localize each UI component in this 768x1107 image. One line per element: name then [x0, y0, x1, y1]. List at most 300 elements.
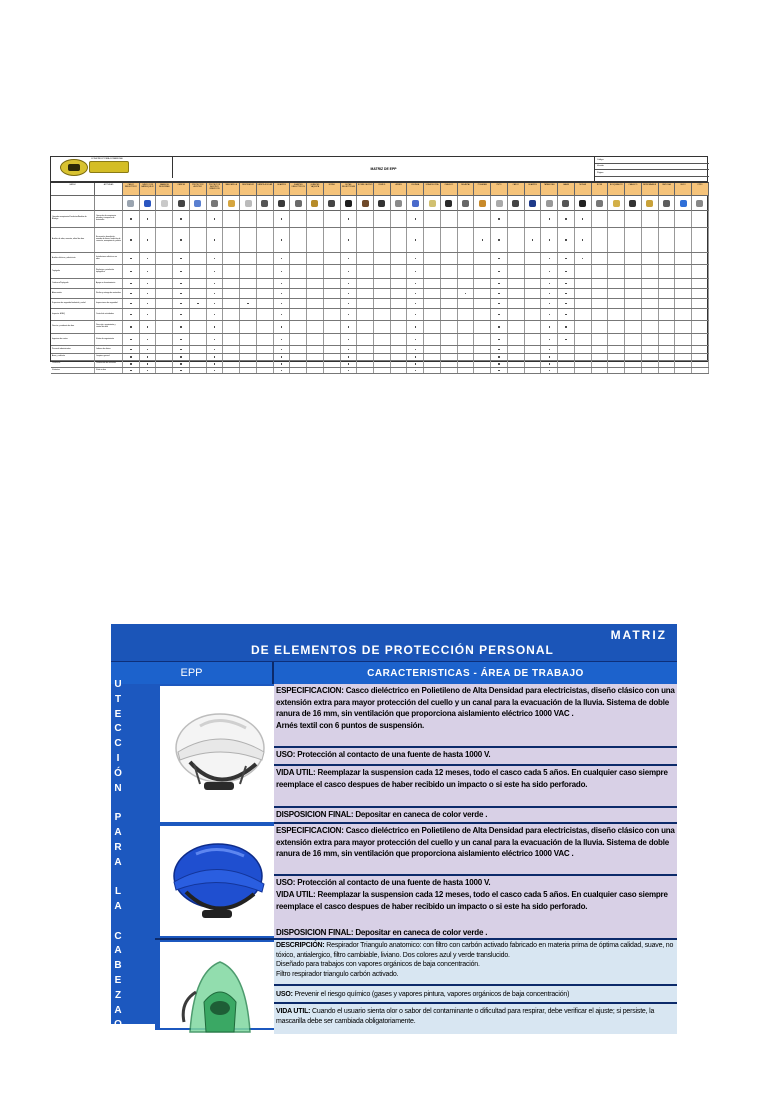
matrix-mark-cell — [324, 299, 341, 308]
matrix-mark-cell — [190, 321, 207, 333]
epp-item-icon-cell — [541, 196, 558, 211]
epp-characteristics-table — [111, 624, 677, 1105]
required-mark — [549, 218, 550, 219]
matrix-row — [51, 228, 709, 253]
matrix-header-cell: PROTECTOR AUDITIVO INSERCION — [207, 183, 224, 196]
matrix-mark-cell — [341, 321, 358, 333]
matrix-mark-cell — [123, 334, 140, 345]
matrix-mark-cell — [642, 309, 659, 320]
required-mark — [214, 363, 215, 364]
matrix-mark-cell — [341, 253, 358, 264]
epp-item-icon-cell — [257, 196, 274, 211]
matrix-mark-cell — [123, 228, 140, 252]
matrix-mark-cell — [642, 265, 659, 278]
matrix-mark-cell — [441, 354, 458, 360]
matrix-mark-cell — [173, 354, 190, 360]
required-mark — [147, 239, 148, 240]
matrix-header-cell: OTRO — [692, 183, 709, 196]
matrix-mark-cell — [458, 321, 475, 333]
matrix-mark-cell — [675, 354, 692, 360]
required-mark — [565, 326, 566, 327]
matrix-mark-cell — [474, 334, 491, 345]
matrix-mark-cell — [407, 253, 424, 264]
matrix-cargo-cell: Aseo y cafetería — [51, 354, 95, 360]
matrix-mark-cell — [123, 299, 140, 308]
matrix-mark-cell — [541, 321, 558, 333]
matrix-mark-cell — [156, 211, 173, 227]
epp-item-icon — [178, 200, 185, 207]
matrix-mark-cell — [240, 354, 257, 360]
matrix-mark-cell — [240, 368, 257, 373]
matrix-mark-cell — [156, 354, 173, 360]
epp-item-icon-cell — [592, 196, 609, 211]
required-mark — [498, 314, 499, 315]
matrix-mark-cell — [257, 265, 274, 278]
required-mark — [415, 326, 416, 327]
epp-item-icon-cell — [642, 196, 659, 211]
matrix-row — [51, 321, 709, 334]
matrix-mark-cell — [223, 368, 240, 373]
matrix-header-cell: BOTA — [592, 183, 609, 196]
matrix-mark-cell — [357, 361, 374, 367]
required-mark — [180, 356, 181, 357]
disposicion-cell — [274, 808, 677, 824]
epp-item-icon-cell — [692, 196, 709, 211]
matrix-header-cell: GUANTES — [274, 183, 291, 196]
matrix-mark-cell — [341, 279, 358, 288]
matrix-mark-cell — [491, 299, 508, 308]
matrix-mark-cell — [357, 211, 374, 227]
sheet-title: MATRIZ DE EPP — [173, 157, 595, 183]
matrix-mark-cell — [207, 211, 224, 227]
matrix-mark-cell — [558, 368, 575, 373]
epp-item-icon-cell — [407, 196, 424, 211]
uso-cell — [274, 748, 677, 766]
matrix-header-cell: RESPIRADOR — [240, 183, 257, 196]
matrix-mark-cell — [290, 361, 307, 367]
logo-wordmark — [89, 161, 129, 173]
matrix-mark-cell — [357, 299, 374, 308]
matrix-mark-cell — [642, 289, 659, 298]
matrix-mark-cell — [173, 309, 190, 320]
matrix-mark-cell — [525, 279, 542, 288]
epp-item-icon-cell — [307, 196, 324, 211]
matrix-cargo-cell: Auxiliar de obra, maestro, oficial de obra — [51, 228, 95, 252]
required-mark — [147, 339, 148, 340]
epp-item-icon-cell — [675, 196, 692, 211]
matrix-mark-cell — [558, 228, 575, 252]
required-mark — [549, 303, 550, 304]
matrix-mark-cell — [341, 368, 358, 373]
required-mark — [348, 283, 349, 284]
matrix-mark-cell — [675, 253, 692, 264]
matrix-mark-cell — [173, 299, 190, 308]
required-mark — [130, 258, 131, 259]
epp-item-icon-cell — [290, 196, 307, 211]
matrix-mark-cell — [525, 265, 542, 278]
required-mark — [214, 339, 215, 340]
matrix-mark-cell — [508, 354, 525, 360]
matrix-mark-cell — [207, 361, 224, 367]
matrix-mark-cell — [290, 334, 307, 345]
vida-util-text: Cuando el usuario sienta olor o sabor del contaminante o dificultad para respirar, debe verificar el ajuste; si persiste, la mascarilla debe ser cambiada obligatoriamente. — [276, 1008, 655, 1025]
matrix-mark-cell — [675, 321, 692, 333]
epp-item-icon — [613, 200, 620, 207]
matrix-mark-cell — [558, 211, 575, 227]
required-mark — [147, 271, 148, 272]
required-mark — [147, 363, 148, 364]
required-mark — [498, 370, 499, 371]
matrix-mark-cell — [491, 253, 508, 264]
matrix-mark-cell — [592, 211, 609, 227]
matrix-mark-cell — [625, 299, 642, 308]
matrix-mark-cell — [474, 289, 491, 298]
matrix-mark-cell — [474, 309, 491, 320]
matrix-mark-cell — [508, 211, 525, 227]
matrix-mark-cell — [642, 368, 659, 373]
matrix-mark-cell — [190, 211, 207, 227]
matrix-mark-cell — [675, 228, 692, 252]
matrix-actividad-cell: Dirección, seguimiento y control de obra — [95, 321, 123, 333]
epp-item-icon — [228, 200, 235, 207]
vida-util-cell — [274, 888, 677, 928]
matrix-mark-cell — [257, 346, 274, 353]
matrix-mark-cell — [374, 279, 391, 288]
matrix-mark-cell — [458, 211, 475, 227]
matrix-mark-cell — [642, 299, 659, 308]
matrix-mark-cell — [123, 361, 140, 367]
matrix-mark-cell — [659, 228, 676, 252]
matrix-mark-cell — [592, 354, 609, 360]
matrix-mark-cell — [274, 211, 291, 227]
matrix-header-cell: IMPERMEABLE — [642, 183, 659, 196]
required-mark — [549, 283, 550, 284]
epp-item-icon — [211, 200, 218, 207]
matrix-mark-cell — [525, 354, 542, 360]
uso-label: USO: — [276, 878, 296, 887]
matrix-mark-cell — [458, 346, 475, 353]
epp-item-icon-cell — [207, 196, 224, 211]
matrix-mark-cell — [307, 289, 324, 298]
matrix-header-cell: GUANTES VAQUETA — [307, 183, 324, 196]
sheet-header — [50, 156, 708, 182]
required-mark — [214, 239, 215, 240]
matrix-mark-cell — [692, 309, 709, 320]
required-mark — [565, 283, 566, 284]
matrix-cargo-cell: Topógrafo — [51, 265, 95, 278]
matrix-mark-cell — [156, 368, 173, 373]
matrix-mark-cell — [156, 265, 173, 278]
matrix-mark-cell — [525, 228, 542, 252]
matrix-mark-cell — [307, 334, 324, 345]
required-mark — [180, 339, 181, 340]
matrix-mark-cell — [458, 309, 475, 320]
meta-code: Código: — [595, 157, 709, 164]
required-mark — [348, 314, 349, 315]
epp-item-icon-cell — [441, 196, 458, 211]
matrix-mark-cell — [324, 265, 341, 278]
epp-item-icon — [646, 200, 653, 207]
matrix-mark-cell — [391, 289, 408, 298]
epp-item-icon — [311, 200, 318, 207]
matrix-mark-cell — [290, 354, 307, 360]
matrix-mark-cell — [357, 279, 374, 288]
matrix-mark-cell — [274, 368, 291, 373]
required-mark — [549, 258, 550, 259]
matrix-mark-cell — [642, 253, 659, 264]
required-mark — [565, 239, 566, 240]
matrix-header-cell: GAFAS — [558, 183, 575, 196]
matrix-cargo-cell: Cadenero/Topógrafo — [51, 279, 95, 288]
uso-text: Protección al contacto de una fuente de hasta 1000 V. — [295, 750, 491, 759]
matrix-mark-cell — [474, 361, 491, 367]
matrix-mark-cell — [207, 321, 224, 333]
epp-item-icon — [295, 200, 302, 207]
matrix-mark-cell — [541, 289, 558, 298]
matrix-row — [51, 346, 709, 354]
matrix-mark-cell — [474, 279, 491, 288]
matrix-actividad-cell: Inspecciones de seguridad — [95, 299, 123, 308]
matrix-mark-cell — [692, 299, 709, 308]
meta-page: Página: — [595, 170, 709, 177]
matrix-header-row — [51, 183, 709, 196]
required-mark — [498, 349, 499, 350]
required-mark — [130, 239, 131, 240]
required-mark — [415, 271, 416, 272]
matrix-mark-cell — [474, 346, 491, 353]
epp-item-icon — [194, 200, 201, 207]
epp-item-icon-cell — [424, 196, 441, 211]
matrix-mark-cell — [190, 368, 207, 373]
matrix-mark-cell — [307, 321, 324, 333]
required-mark — [549, 370, 550, 371]
matrix-header-cell: BOTAS — [324, 183, 341, 196]
matrix-mark-cell — [223, 279, 240, 288]
matrix-mark-cell — [474, 228, 491, 252]
matrix-mark-cell — [357, 346, 374, 353]
matrix-mark-cell — [508, 228, 525, 252]
matrix-mark-cell — [374, 361, 391, 367]
matrix-mark-cell — [558, 309, 575, 320]
matrix-mark-cell — [190, 346, 207, 353]
matrix-header-cell: CASCO DIELECTRICO — [123, 183, 140, 196]
matrix-mark-cell — [541, 253, 558, 264]
matrix-mark-cell — [274, 346, 291, 353]
matrix-mark-cell — [290, 368, 307, 373]
matrix-grid — [50, 182, 708, 371]
matrix-mark-cell — [625, 309, 642, 320]
matrix-mark-cell — [575, 289, 592, 298]
matrix-actividad-cell: Instalaciones eléctricas en obra — [95, 253, 123, 264]
matrix-mark-cell — [424, 309, 441, 320]
matrix-mark-cell — [541, 368, 558, 373]
matrix-mark-cell — [491, 289, 508, 298]
matrix-mark-cell — [307, 228, 324, 252]
matrix-mark-cell — [391, 211, 408, 227]
uso-label: USO: — [276, 991, 293, 998]
matrix-mark-cell — [474, 354, 491, 360]
matrix-mark-cell — [357, 228, 374, 252]
matrix-mark-cell — [458, 253, 475, 264]
matrix-mark-cell — [608, 334, 625, 345]
required-mark — [147, 218, 148, 219]
matrix-mark-cell — [207, 299, 224, 308]
matrix-mark-cell — [341, 309, 358, 320]
required-mark — [281, 363, 282, 364]
matrix-mark-cell — [541, 211, 558, 227]
matrix-mark-cell — [424, 334, 441, 345]
matrix-mark-cell — [223, 321, 240, 333]
epp-item-icon-cell — [341, 196, 358, 211]
matrix-mark-cell — [374, 334, 391, 345]
matrix-mark-cell — [474, 211, 491, 227]
matrix-mark-cell — [223, 265, 240, 278]
matrix-mark-cell — [357, 334, 374, 345]
required-mark — [281, 218, 282, 219]
matrix-mark-cell — [223, 253, 240, 264]
epp-item-icon-cell — [156, 196, 173, 211]
epp-image-cell — [155, 940, 274, 1030]
matrix-mark-cell — [491, 211, 508, 227]
matrix-mark-cell — [424, 289, 441, 298]
matrix-mark-cell — [608, 354, 625, 360]
uso-label: USO: — [276, 750, 296, 759]
matrix-mark-cell — [575, 299, 592, 308]
table-title-matriz: MATRIZ — [610, 628, 667, 642]
matrix-header-cell: ACTIVIDAD — [95, 183, 123, 196]
matrix-mark-cell — [391, 346, 408, 353]
required-mark — [180, 303, 181, 304]
matrix-mark-cell — [491, 368, 508, 373]
required-mark — [565, 271, 566, 272]
matrix-cargo-cell: Almacenista — [51, 289, 95, 298]
matrix-header-cell: POLAINAS — [474, 183, 491, 196]
matrix-mark-cell — [391, 265, 408, 278]
matrix-mark-cell — [458, 368, 475, 373]
matrix-header-cell: CAPUCHA — [659, 183, 676, 196]
epp-item-icon-cell — [324, 196, 341, 211]
matrix-mark-cell — [207, 265, 224, 278]
matrix-mark-cell — [156, 289, 173, 298]
matrix-actividad-cell: Excavación, demolición, armado de hierro, fundición de concreto, mampostería, pañete — [95, 228, 123, 252]
matrix-mark-cell — [642, 279, 659, 288]
required-mark — [498, 218, 499, 219]
epp-item-icon-cell — [51, 196, 95, 211]
matrix-mark-cell — [257, 334, 274, 345]
epp-item-icon — [278, 200, 285, 207]
required-mark — [582, 218, 583, 219]
matrix-mark-cell — [324, 279, 341, 288]
matrix-mark-cell — [608, 309, 625, 320]
required-mark — [532, 239, 533, 240]
matrix-mark-cell — [441, 334, 458, 345]
matrix-mark-cell — [190, 334, 207, 345]
matrix-mark-cell — [274, 354, 291, 360]
required-mark — [180, 326, 181, 327]
matrix-header-cell: CHALECO — [625, 183, 642, 196]
required-mark — [348, 303, 349, 304]
matrix-mark-cell — [257, 368, 274, 373]
required-mark — [147, 356, 148, 357]
matrix-mark-cell — [257, 361, 274, 367]
matrix-mark-cell — [592, 334, 609, 345]
matrix-header-cell: CARETA SOLDAR — [257, 183, 274, 196]
required-mark — [415, 339, 416, 340]
matrix-mark-cell — [223, 354, 240, 360]
matrix-mark-cell — [324, 361, 341, 367]
matrix-mark-cell — [541, 299, 558, 308]
matrix-header-cell: DELANTAL — [458, 183, 475, 196]
epp-item-icon — [261, 200, 268, 207]
matrix-header-cell: CARGO — [51, 183, 95, 196]
matrix-mark-cell — [608, 289, 625, 298]
matrix-mark-cell — [424, 211, 441, 227]
matrix-mark-cell — [240, 228, 257, 252]
required-mark — [482, 239, 483, 240]
required-mark — [180, 370, 181, 371]
matrix-mark-cell — [692, 228, 709, 252]
required-mark — [197, 303, 198, 304]
required-mark — [281, 314, 282, 315]
matrix-cargo-cell: Auxiliar eléctrico y electricista — [51, 253, 95, 264]
required-mark — [348, 258, 349, 259]
matrix-mark-cell — [407, 279, 424, 288]
required-mark — [565, 303, 566, 304]
matrix-mark-cell — [257, 354, 274, 360]
matrix-row — [51, 265, 709, 279]
matrix-mark-cell — [508, 253, 525, 264]
matrix-mark-cell — [374, 253, 391, 264]
required-mark — [549, 293, 550, 294]
matrix-mark-cell — [424, 228, 441, 252]
required-mark — [498, 271, 499, 272]
matrix-mark-cell — [558, 361, 575, 367]
required-mark — [180, 239, 181, 240]
matrix-mark-cell — [692, 279, 709, 288]
matrix-mark-cell — [341, 265, 358, 278]
required-mark — [180, 349, 181, 350]
matrix-mark-cell — [240, 211, 257, 227]
disposicion-text: Depositar en caneca de color verde . — [353, 810, 488, 819]
matrix-mark-cell — [223, 211, 240, 227]
matrix-mark-cell — [274, 361, 291, 367]
matrix-mark-cell — [575, 321, 592, 333]
matrix-mark-cell — [391, 354, 408, 360]
matrix-mark-cell — [407, 265, 424, 278]
required-mark — [415, 370, 416, 371]
matrix-mark-cell — [608, 299, 625, 308]
matrix-header-cell: OVEROL — [374, 183, 391, 196]
required-mark — [415, 283, 416, 284]
required-mark — [214, 283, 215, 284]
matrix-mark-cell — [625, 279, 642, 288]
matrix-mark-cell — [675, 211, 692, 227]
matrix-mark-cell — [341, 228, 358, 252]
required-mark — [147, 370, 148, 371]
matrix-mark-cell — [407, 289, 424, 298]
matrix-mark-cell — [407, 368, 424, 373]
matrix-mark-cell — [508, 346, 525, 353]
matrix-mark-cell — [190, 279, 207, 288]
matrix-mark-cell — [458, 265, 475, 278]
matrix-actividad-cell: Recibo y entrega de materiales — [95, 289, 123, 298]
matrix-mark-cell — [140, 211, 157, 227]
matrix-mark-cell — [307, 354, 324, 360]
matrix-mark-cell — [575, 253, 592, 264]
matrix-header-cell: MASCARILLA — [223, 183, 240, 196]
matrix-mark-cell — [391, 368, 408, 373]
matrix-mark-cell — [642, 361, 659, 367]
